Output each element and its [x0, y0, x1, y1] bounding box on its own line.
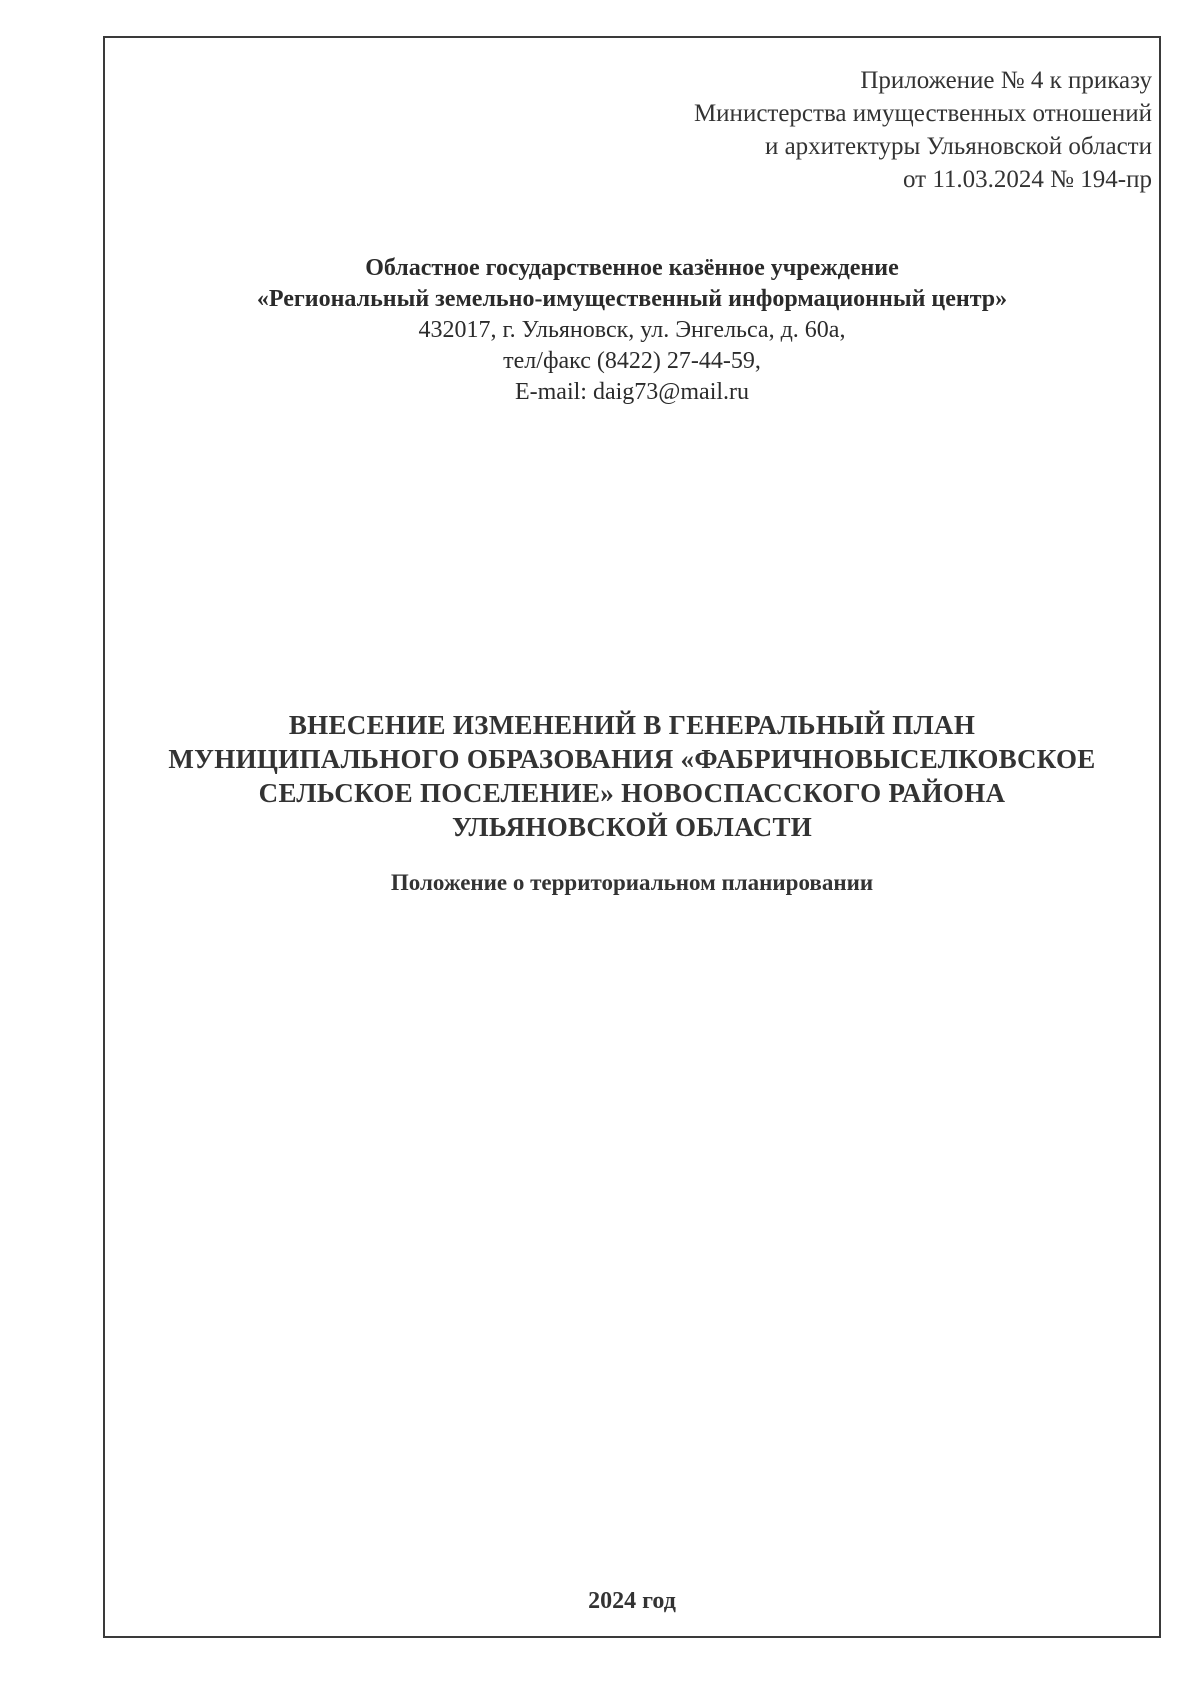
- title-line-3: СЕЛЬСКОЕ ПОСЕЛЕНИЕ» НОВОСПАССКОГО РАЙОНА: [258, 778, 1006, 808]
- document-subtitle: Положение о территориальном планировании: [390, 870, 874, 895]
- organization-phone: тел/факс (8422) 27-44-59,: [503, 348, 761, 374]
- organization-name-line-2: «Региональный земельно-имущественный информационный центр»: [256, 286, 1008, 312]
- document-title: [103, 708, 1161, 844]
- organization-email: E-mail: daig73@mail.ru: [514, 379, 750, 405]
- annex-line-4: от 11.03.2024 № 194-пр: [903, 166, 1152, 193]
- annex-line-1: Приложение № 4 к приказу: [860, 67, 1152, 94]
- organization-block: [103, 253, 1161, 408]
- annex-reference-block: [512, 64, 1152, 196]
- organization-address: 432017, г. Ульяновск, ул. Энгельса, д. 60а,: [418, 317, 846, 343]
- organization-name-line-1: Областное государственное казённое учреждение: [365, 255, 899, 281]
- annex-line-2: Министерства имущественных отношений: [693, 100, 1152, 127]
- title-line-1: ВНЕСЕНИЕ ИЗМЕНЕНИЙ В ГЕНЕРАЛЬНЫЙ ПЛАН: [288, 710, 976, 740]
- title-line-2: МУНИЦИПАЛЬНОГО ОБРАЗОВАНИЯ «ФАБРИЧНОВЫСЕЛКОВСКОЕ: [168, 744, 1096, 774]
- document-year: 2024 год: [588, 1588, 676, 1614]
- annex-line-3: и архитектуры Ульяновской области: [764, 133, 1152, 160]
- title-line-4: УЛЬЯНОВСКОЙ ОБЛАСТИ: [451, 812, 813, 842]
